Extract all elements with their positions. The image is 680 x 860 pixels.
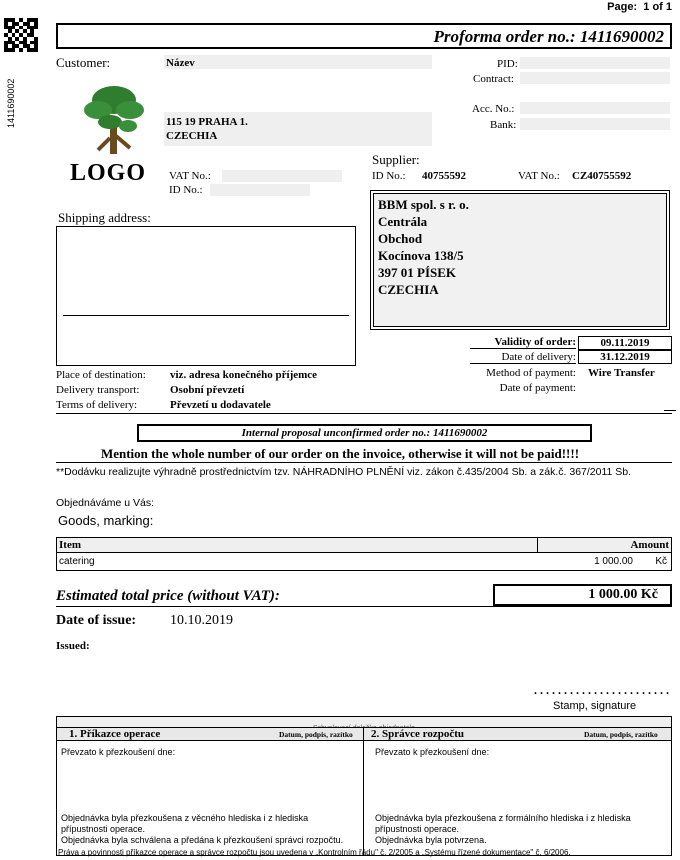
supplier-vat-label: VAT No.: [518, 170, 560, 182]
vertical-order-number: 1411690002 [6, 78, 16, 128]
approval-footer: Práva a povinnosti příkazce operace a správce rozpočtu jsou uvedena v „Kontrolním řádu" č. 2/2005 a „Systému řízené dokumentace" č. 6/2006. [58, 848, 571, 857]
total-divider [56, 606, 672, 607]
total-label: Estimated total price (without VAT): [56, 588, 280, 604]
customer-id-value [210, 184, 310, 196]
col2-sig-label: Datum, podpis, razítko [584, 730, 658, 739]
total-value: 1 000.00 Kč [493, 584, 672, 606]
terms-label: Terms of delivery: [56, 399, 138, 411]
stamp-label: Stamp, signature [553, 700, 637, 712]
supplier-address-line: Obchod [378, 231, 423, 246]
margin-mark [664, 410, 676, 411]
bank-value [520, 118, 670, 130]
qr-code [4, 18, 38, 52]
supplier-id-value: 40755592 [422, 170, 466, 182]
customer-vat-value [222, 170, 342, 182]
company-logo [70, 78, 160, 188]
customer-vat-label: VAT No.: [169, 170, 211, 182]
col1-sig-label: Datum, podpis, razítko [279, 730, 353, 739]
method-label: Method of payment: [486, 367, 576, 379]
approval-header [57, 717, 671, 727]
delivery-value: 31.12.2019 [578, 350, 672, 364]
item-currency: Kč [655, 556, 667, 567]
method-value: Wire Transfer [588, 367, 655, 379]
contract-label: Contract: [473, 73, 514, 85]
items-header-row [57, 538, 671, 553]
col2-title: 2. Správce rozpočtu [371, 728, 464, 740]
contract-value [520, 72, 670, 84]
mention-warning: Mention the whole number of our order on the invoice, otherwise it will not be paid!!!! [100, 446, 580, 461]
note-text: **Dodávku realizujte výhradně prostřednictvím tzv. NÁHRADNÍHO PLNĚNÍ viz. zákon č.435/2004 Sb. a zák.č. 367/2011 Sb. [56, 466, 632, 478]
col1-title: 1. Příkazce operace [69, 728, 161, 740]
delivery-label: Date of delivery: [470, 351, 576, 364]
supplier-address-box [370, 190, 670, 330]
items-header-item: Item [59, 539, 81, 551]
customer-address-line2: CZECHIA [166, 130, 218, 142]
destination-label: Place of destination: [56, 369, 146, 381]
col2-text: Objednávka byla přezkoušena z formálního hlediska i z hlediska přípustnosti operace. Objednávka byla potvrzena. [375, 813, 631, 845]
items-header-amount: Amount [630, 539, 669, 551]
tree-icon [70, 78, 160, 158]
signature-dots: . . . . . . . . . . . . . . . . . . . . . . . [534, 683, 669, 697]
col1-taken: Převzato k přezkoušení dne: [61, 747, 176, 757]
delivery-divider [56, 413, 672, 414]
issue-date-value: 10.10.2019 [170, 613, 233, 628]
customer-name: Název [166, 57, 195, 69]
acc-label: Acc. No.: [472, 103, 515, 115]
approval-box [56, 716, 672, 856]
col1-text: Objednávka byla přezkoušena z věcného hlediska i z hlediska přípustnosti operace. Objednávka byla schválena a předána k přezkoušení správci rozpočtu. [61, 813, 344, 845]
acc-value [520, 102, 670, 114]
supplier-address-line: 397 01 PÍSEK [378, 265, 457, 280]
mention-divider [56, 462, 672, 463]
supplier-address-inner [373, 193, 667, 327]
item-amount: 1 000.00 [594, 556, 633, 567]
shipping-label: Shipping address: [58, 210, 151, 225]
page-number: Page: 1 of 1 [607, 1, 672, 13]
supplier-address-line: Centrála [378, 214, 428, 229]
pid-value [520, 57, 670, 69]
supplier-id-label: ID No.: [372, 170, 406, 182]
internal-proposal-box: Internal proposal unconfirmed order no.: 1411690002 [137, 424, 592, 442]
customer-address-line1: 115 19 PRAHA 1. [166, 116, 248, 128]
terms-value: Převzetí u dodavatele [170, 399, 271, 411]
issue-date-label: Date of issue: [56, 613, 137, 628]
item-name: catering [59, 556, 95, 567]
title-box [56, 23, 672, 49]
goods-label: Goods, marking: [58, 513, 154, 528]
shipping-address-box [56, 226, 356, 366]
shipping-divider [63, 315, 349, 316]
supplier-address-line: BBM spol. s r. o. [378, 197, 469, 212]
table-row [57, 554, 671, 570]
supplier-address-line: CZECHIA [378, 282, 439, 297]
ordering-text: Objednáváme u Vás: [56, 497, 155, 509]
logo-text: LOGO [70, 160, 147, 186]
items-table [56, 537, 672, 571]
supplier-vat-value: CZ40755592 [572, 170, 632, 182]
transport-label: Delivery transport: [56, 384, 140, 396]
issued-label: Issued: [56, 640, 90, 652]
supplier-address-line: Kocínova 138/5 [378, 248, 464, 263]
bank-label: Bank: [490, 119, 517, 131]
page-title: Proforma order no.: 1411690002 [433, 27, 664, 46]
pid-label: PID: [497, 58, 518, 70]
col2-taken: Převzato k přezkoušení dne: [375, 747, 490, 757]
customer-name-bar [164, 55, 432, 69]
customer-label: Customer: [56, 55, 111, 70]
payment-date-label: Date of payment: [499, 382, 576, 394]
transport-value: Osobní převzetí [170, 384, 245, 396]
customer-id-label: ID No.: [169, 184, 203, 196]
validity-value: 09.11.2019 [578, 336, 672, 350]
supplier-label: Supplier: [372, 152, 420, 167]
destination-value: viz. adresa konečného příjemce [170, 369, 318, 381]
validity-label: Validity of order: [470, 336, 576, 349]
